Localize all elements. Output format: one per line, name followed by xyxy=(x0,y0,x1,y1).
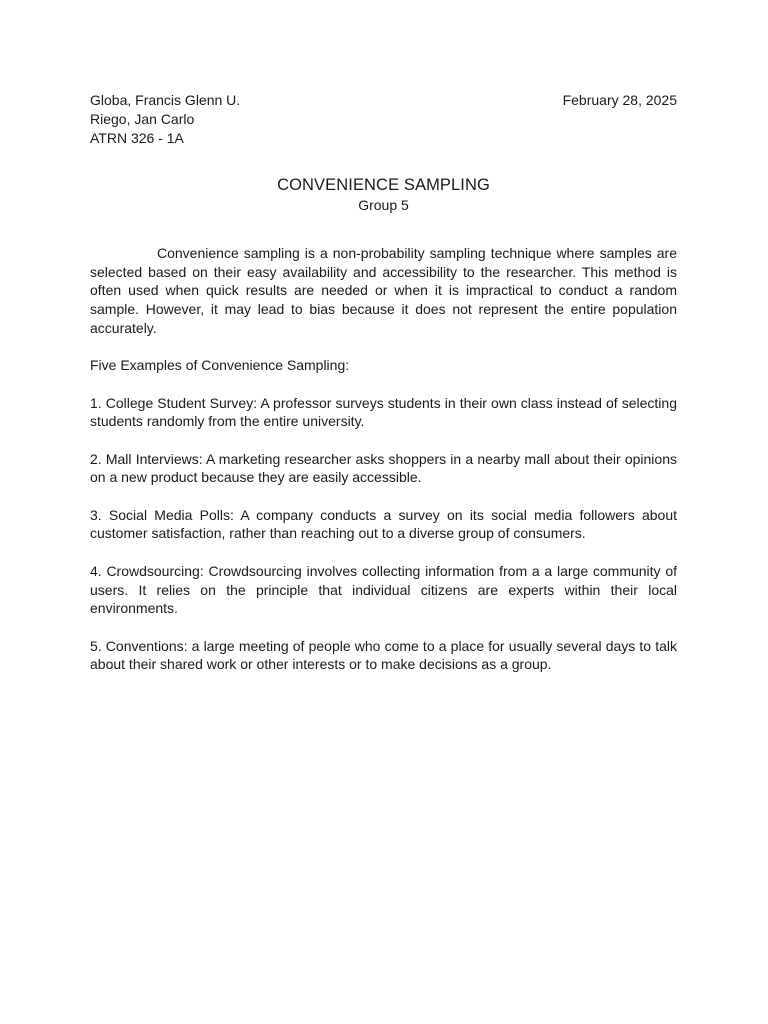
document-page xyxy=(90,91,677,674)
document-date: February 28, 2025 xyxy=(562,92,677,108)
example-item-5: 5. Conventions: a large meeting of people who come to a place for usually several days to talk about their shared work or other interests or to make decisions as a group. xyxy=(90,637,677,673)
author-name-1: Globa, Francis Glenn U. xyxy=(90,92,241,108)
examples-heading: Five Examples of Convenience Sampling: xyxy=(90,357,350,374)
title-block xyxy=(90,174,677,214)
document-header xyxy=(90,91,677,148)
document-title: CONVENIENCE SAMPLING xyxy=(277,176,490,194)
author-name-2: Riego, Jan Carlo xyxy=(90,111,195,127)
course-code: ATRN 326 - 1A xyxy=(90,130,184,146)
example-item-4: 4. Crowdsourcing: Crowdsourcing involves collecting information from a a large community of users. It relies on the principle that individual citizens are experts within their local environments. xyxy=(90,562,677,617)
example-item-2: 2. Mall Interviews: A marketing researcher asks shoppers in a nearby mall about their opinions on a new product because they are easily accessible. xyxy=(90,450,677,486)
example-item-1: 1. College Student Survey: A professor surveys students in their own class instead of selecting students randomly from the entire university. xyxy=(90,394,677,430)
document-subtitle: Group 5 xyxy=(358,197,409,213)
intro-paragraph: Convenience sampling is a non-probability sampling technique where samples are selected based on their easy availability and accessibility to the researcher. This method is often used when quick results are needed or when it is impractical to conduct a random sample. However, it may lead to bias because it does not represent the entire population accurately. xyxy=(90,245,677,336)
example-item-3: 3. Social Media Polls: A company conducts a survey on its social media followers about customer satisfaction, rather than reaching out to a diverse group of consumers. xyxy=(90,506,677,542)
